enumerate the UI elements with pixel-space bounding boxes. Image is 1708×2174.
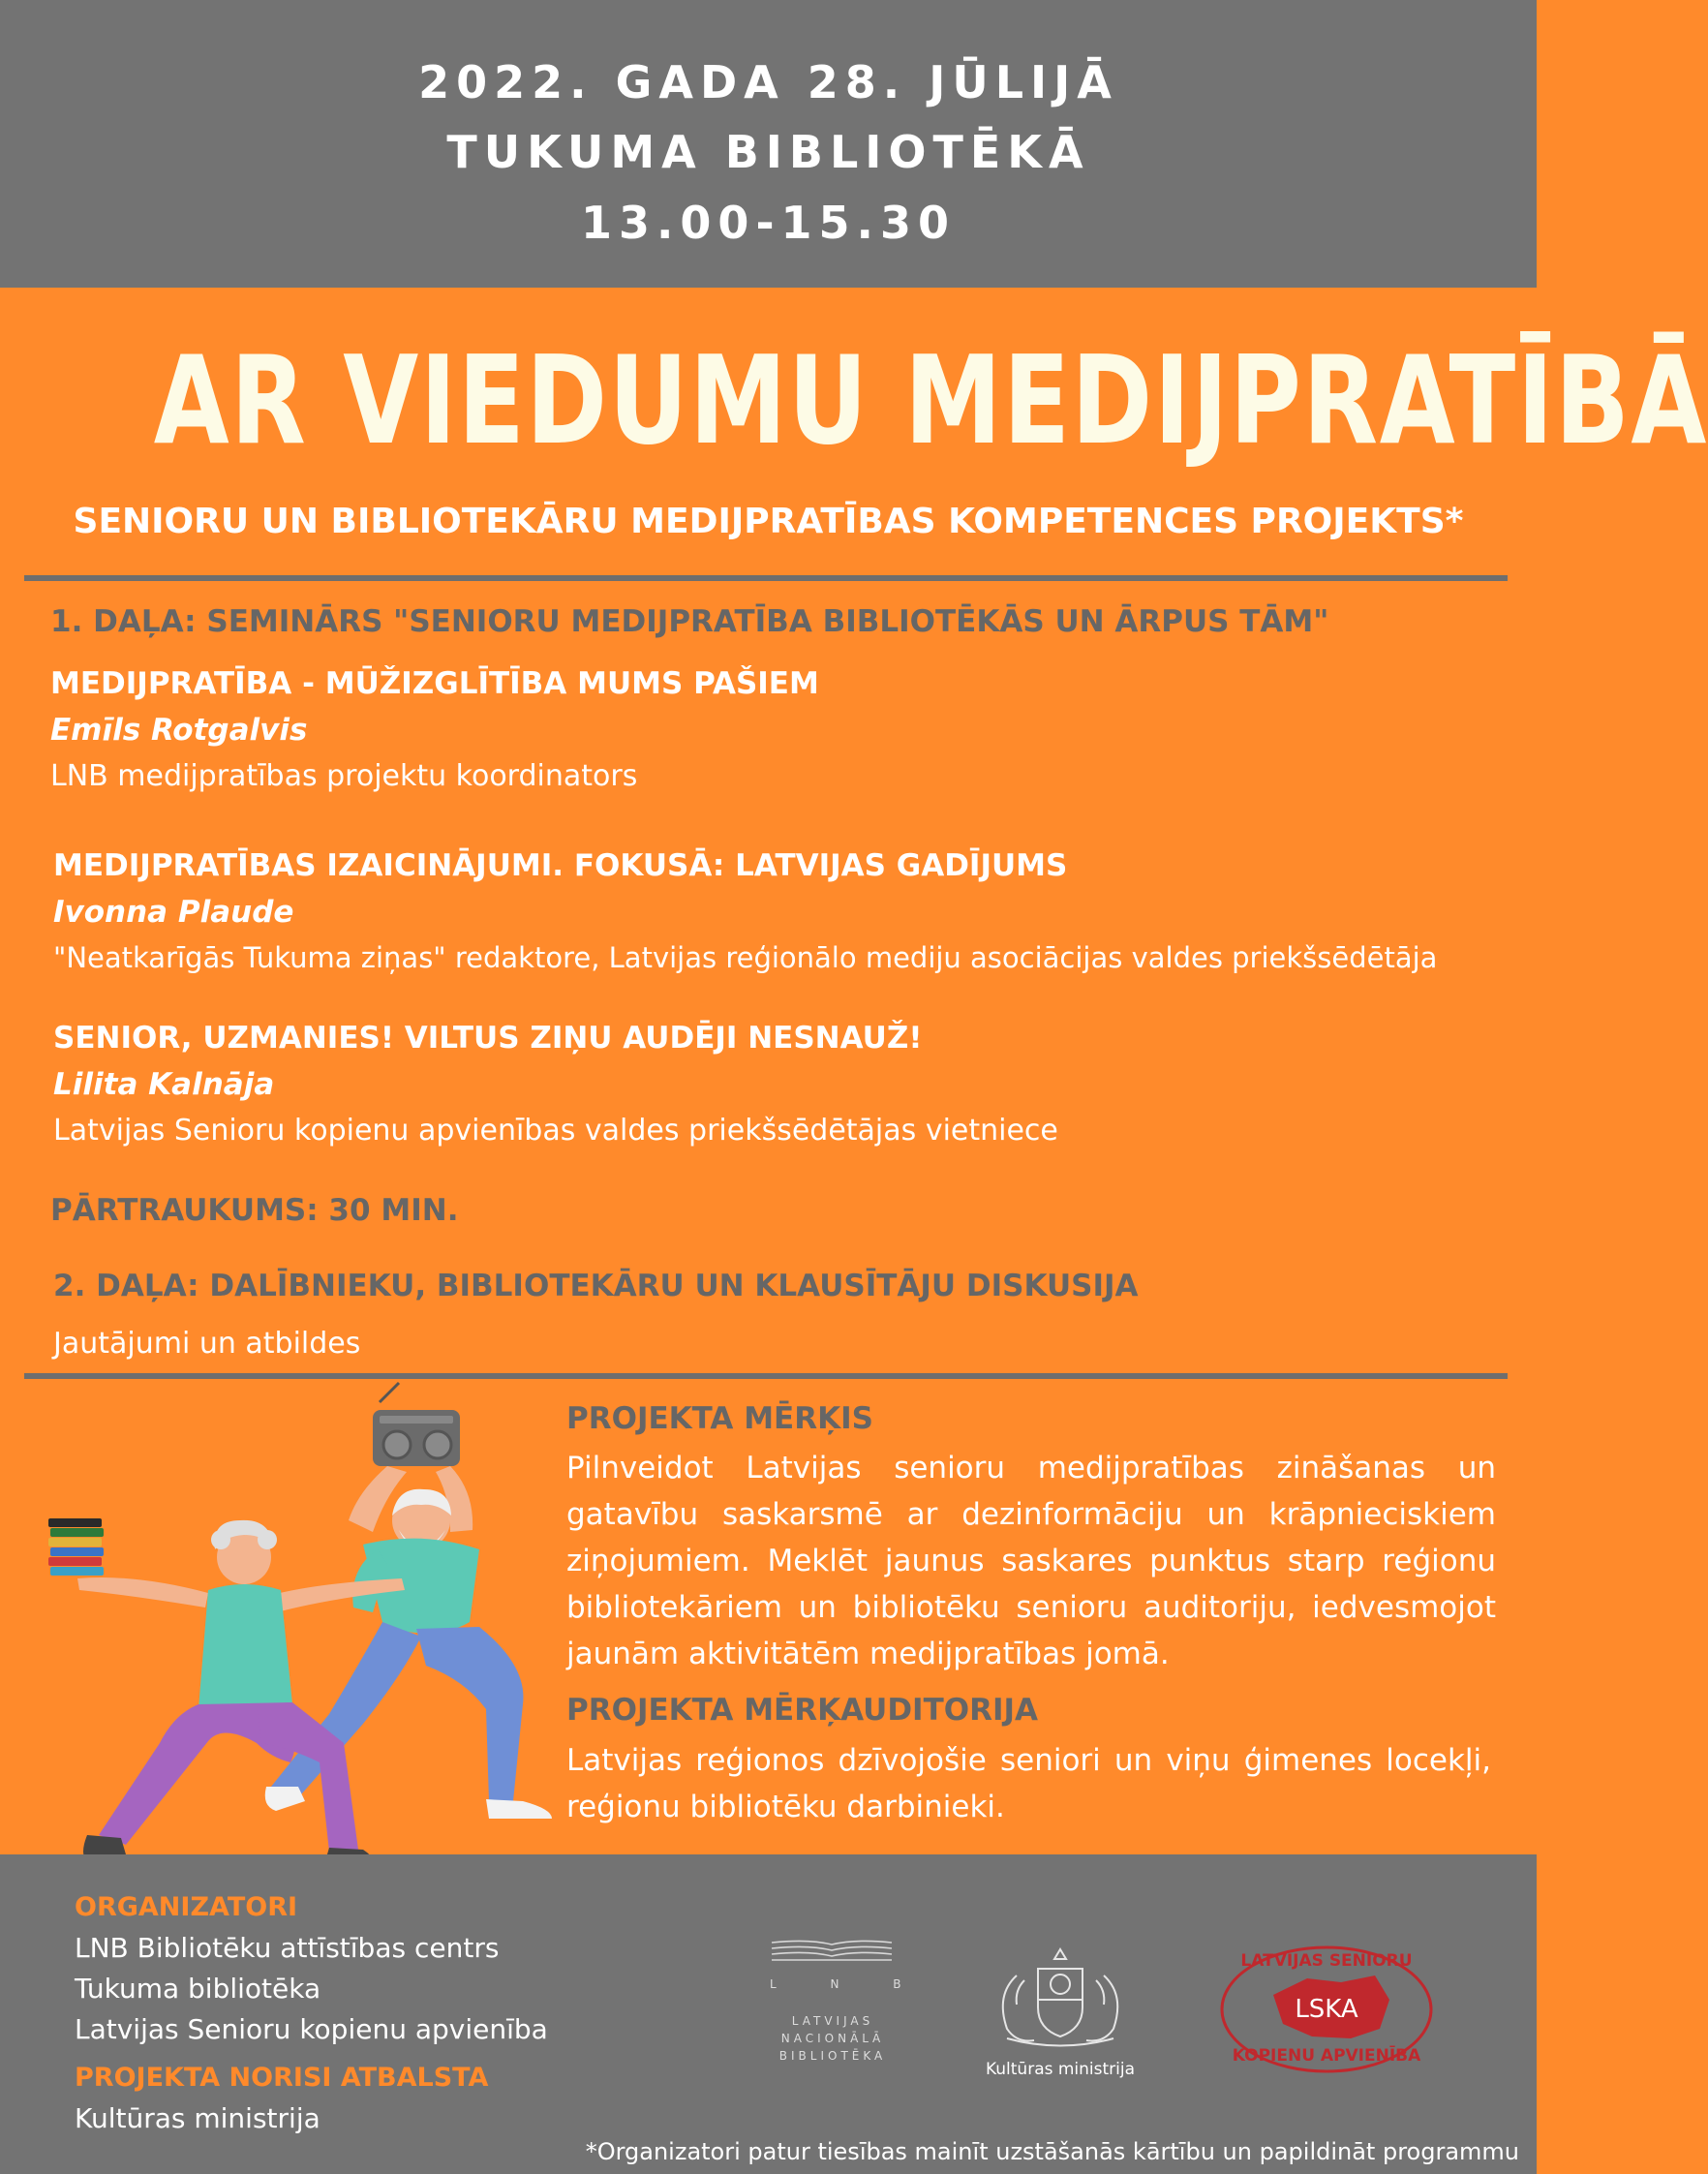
talk-role: LNB medijpratības projektu koordinators	[50, 759, 638, 793]
support-heading: PROJEKTA NORISI ATBALSTA	[75, 2063, 489, 2093]
talk-title: MEDIJPRATĪBAS IZAICINĀJUMI. FOKUSĀ: LATVIJAS GADĪJUMS	[53, 848, 1068, 883]
lnb-book-icon	[770, 1937, 896, 1975]
lnb-line: BIBLIOTĒKA	[778, 2049, 887, 2063]
talk-title: MEDIJPRATĪBA - MŪŽIZGLĪTĪBA MUMS PAŠIEM	[50, 666, 819, 701]
talk-role: Latvijas Senioru kopienu apvienības valdes priekšsēdētājas vietniece	[53, 1114, 1058, 1148]
radio-icon	[373, 1383, 460, 1466]
talk-speaker: Emīls Rotgalvis	[50, 713, 308, 748]
goal-heading: PROJEKTA MĒRĶIS	[566, 1401, 873, 1436]
books-icon	[48, 1518, 104, 1576]
part2-text: Jautājumi un atbildes	[53, 1327, 361, 1361]
organizer-item: LNB Bibliotēku attīstības centrs	[75, 1932, 500, 1964]
lnb-letters: L N B	[770, 1977, 927, 1991]
goal-text: Pilnveidot Latvijas senioru medijpratības zināšanas un gatavību saskarsmē ar dezinformāciju un krāpnieciskiem ziņojumiem. Meklēt jaunus saskares punktus starp reģionu bibliotekāriem un bibliotēku senioru auditoriju, iedvesmojot jaunām aktivitātēm medijpratības jomā.	[566, 1451, 1496, 1671]
organizer-item: Tukuma bibliotēka	[75, 1973, 321, 2005]
talk-title: SENIOR, UZMANIES! VILTUS ZIŅU AUDĒJI NESNAUŽ!	[53, 1021, 923, 1056]
event-date: 2022. GADA 28. JŪLIJĀ	[418, 56, 1118, 108]
lska-center-text: LSKA	[1295, 1995, 1358, 2024]
lnb-logo	[770, 1937, 927, 2082]
lnb-line: NACIONĀLĀ	[780, 2032, 885, 2045]
lska-logo	[1215, 1942, 1438, 2077]
ministry-logo	[978, 1942, 1143, 2087]
ministry-name: Kultūras ministrija	[985, 2060, 1136, 2079]
divider-top	[24, 575, 1508, 581]
break-label: PĀRTRAUKUMS: 30 MIN.	[50, 1193, 459, 1228]
part1-heading: 1. DAĻA: SEMINĀRS "SENIORU MEDIJPRATĪBA BIBLIOTĒKĀS UN ĀRPUS TĀM"	[50, 604, 1329, 639]
audience-heading: PROJEKTA MĒRĶAUDITORIJA	[566, 1693, 1039, 1728]
lska-bottom-text: KOPIENU APVIENĪBA	[1232, 2046, 1421, 2066]
talk-role: "Neatkarīgās Tukuma ziņas" redaktore, Latvijas reģionālo mediju asociācijas valdes priekšsēdētāja	[53, 941, 1438, 974]
organizers-heading: ORGANIZATORI	[75, 1892, 298, 1922]
page-title: AR VIEDUMU MEDIJPRATĪBĀ	[153, 329, 1708, 472]
talk-speaker: Ivonna Plaude	[53, 895, 294, 930]
support-item: Kultūras ministrija	[75, 2102, 320, 2134]
coat-of-arms-icon	[978, 1942, 1143, 2053]
lnb-line: LATVIJAS	[791, 2014, 874, 2028]
event-time: 13.00-15.30	[580, 197, 957, 249]
header-band	[0, 0, 1537, 288]
part2-heading: 2. DAĻA: DALĪBNIEKU, BIBLIOTEKĀRU UN KLAUSĪTĀJU DISKUSIJA	[53, 1269, 1139, 1303]
audience-text: Latvijas reģionos dzīvojošie seniori un viņu ģimenes locekļi, reģionu bibliotēku darbinieki.	[566, 1743, 1491, 1824]
lska-top-text: LATVIJAS SENIORU	[1240, 1951, 1413, 1971]
footnote: *Organizatori patur tiesības mainīt uzstāšanās kārtību un papildināt programmu	[585, 2138, 1519, 2165]
seniors-illustration	[39, 1375, 581, 1898]
page-subtitle: SENIORU UN BIBLIOTEKĀRU MEDIJPRATĪBAS KOMPETENCES PROJEKTS*	[73, 502, 1464, 541]
organizer-item: Latvijas Senioru kopienu apvienība	[75, 2013, 548, 2045]
talk-speaker: Lilita Kalnāja	[53, 1067, 275, 1102]
event-place: TUKUMA BIBLIOTĒKĀ	[446, 126, 1090, 178]
